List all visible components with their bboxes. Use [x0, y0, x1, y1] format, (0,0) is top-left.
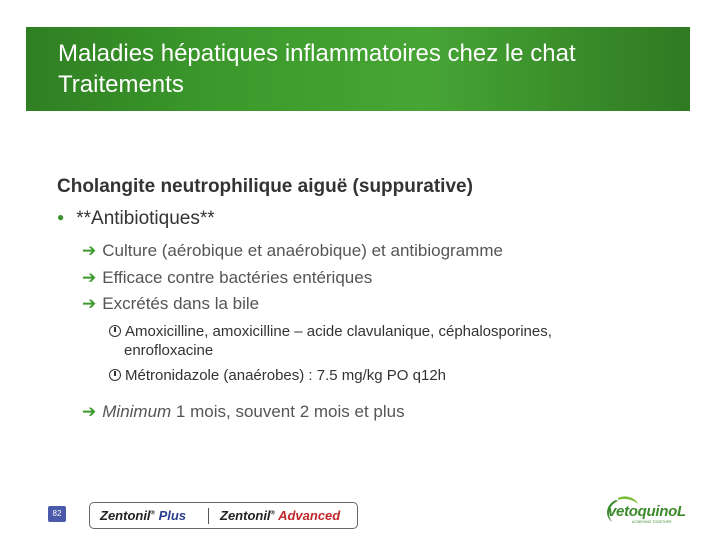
drug-item — [109, 366, 446, 385]
title-banner — [26, 27, 690, 111]
slide-title-line1: Maladies hépatiques inflammatoires chez le chat — [58, 40, 576, 67]
brand-divider — [208, 508, 209, 524]
slide-title-line2: Traitements — [58, 71, 184, 98]
arrow-item — [82, 294, 259, 314]
bullet-item — [57, 208, 215, 230]
arrow-right-icon: ➔ — [82, 241, 97, 260]
bullet-text: **Antibiotiques** — [76, 208, 215, 229]
arrow-item — [82, 241, 503, 261]
minimum-emphasis: Minimum — [102, 402, 172, 421]
arrow-text: Excrétés dans la bile — [102, 294, 260, 313]
page-number: 82 — [48, 506, 66, 522]
clock-bullet-icon — [109, 325, 121, 337]
arrow-right-icon: ➔ — [82, 294, 97, 313]
clock-bullet-icon — [109, 369, 121, 381]
bullet-dot-icon: ● — [57, 210, 65, 224]
arrow-right-icon: ➔ — [82, 268, 97, 287]
logo-wordmark: vetoquinoL — [608, 503, 686, 520]
section-title: Cholangite neutrophilique aiguë (suppurative) — [57, 176, 473, 197]
drug-text-line1: Amoxicilline, amoxicilline – acide clavulanique, céphalosporines, — [125, 323, 552, 340]
arrow-text: Culture (aérobique et anaérobique) et antibiogramme — [102, 241, 503, 260]
brand-zentonil-plus: Zentonil® Plus — [100, 508, 187, 523]
drug-text-line2: enrofloxacine — [124, 342, 214, 359]
brand-zentonil-advanced: Zentonil® Advanced — [220, 508, 341, 523]
minimum-text: 1 mois, souvent 2 mois et plus — [171, 402, 405, 421]
logo-tagline: ACHIEVING TOGETHER — [632, 520, 672, 524]
arrow-text: Efficace contre bactéries entériques — [102, 268, 373, 287]
arrow-item — [82, 268, 372, 288]
drug-item — [109, 322, 552, 360]
drug-text-line1: Métronidazole (anaérobes) : 7.5 mg/kg PO q12h — [125, 367, 447, 384]
arrow-right-icon: ➔ — [82, 402, 97, 421]
vetoquinol-logo — [602, 494, 694, 530]
product-brand-box — [89, 502, 358, 529]
arrow-item-minimum — [82, 402, 405, 422]
